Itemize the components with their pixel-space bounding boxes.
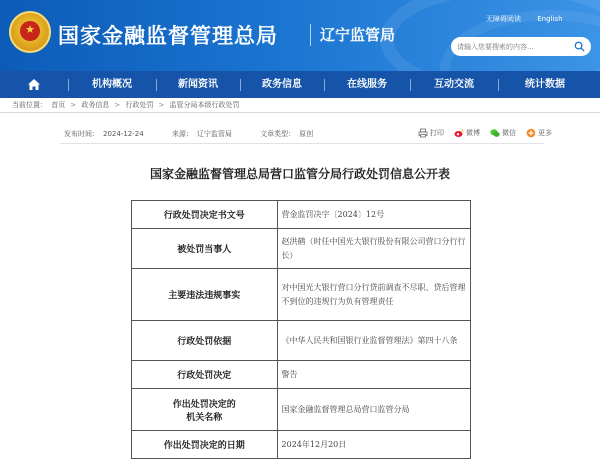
table-row [132,201,471,229]
nav-item-online-service[interactable]: 在线服务 [347,79,387,90]
search-box [451,37,591,56]
source-value: 辽宁监管局 [196,130,232,138]
table-key: 行政处罚决定 [132,361,278,389]
table-row [132,269,471,321]
table-value: 警告 [277,361,470,389]
utility-links [486,14,577,24]
share-bar [418,128,562,138]
table-value: 营金监罚决字〔2024〕12号 [277,201,470,229]
sub-title: 辽宁监管局 [320,26,396,44]
table-key: 行政处罚决定书文号 [132,201,278,229]
breadcrumb-prefix: 当前位置： [12,101,47,109]
source-label: 来源： [171,130,193,138]
weibo-icon [454,128,464,138]
table-key-line: 机关名称 [186,412,223,423]
more-share-button[interactable] [526,128,552,138]
table-row [132,321,471,361]
english-link[interactable]: English [537,15,563,23]
wechat-share-button[interactable] [490,128,516,138]
breadcrumb-penalty[interactable]: 行政处罚 [125,101,154,109]
nav-item-about[interactable]: 机构概况 [92,79,132,90]
weibo-share-button[interactable] [454,128,480,138]
table-key: 被处罚当事人 [132,229,278,269]
nav-item-government[interactable]: 政务信息 [262,79,302,90]
site-header [0,0,600,71]
plus-circle-icon [526,128,536,138]
accessibility-link[interactable]: 无障碍阅读 [486,15,521,23]
home-icon [27,78,41,91]
nav-item-interaction[interactable]: 互动交流 [434,79,474,90]
printer-icon [418,128,428,138]
table-value: 《中华人民共和国银行业监督管理法》第四十八条 [277,321,470,361]
print-button[interactable] [418,128,444,138]
search-input[interactable] [457,40,569,53]
table-value: 赵洪鹤（时任中国光大银行股份有限公司营口分行行长） [277,229,470,269]
breadcrumb: 当前位置： 首页 > 政务信息 > 行政处罚 > 监管分局本级行政处罚 [12,101,240,109]
nav-home[interactable] [0,71,68,98]
table-key-line: 作出处罚决定的 [172,399,236,410]
breadcrumb-divider [0,112,600,113]
date-label: 发布时间： [64,130,99,138]
table-value: 对中国光大银行营口分行贷前调查不尽职、贷后管理不到位的违规行为负有管理责任 [277,269,470,321]
table-key: 作出处罚决定的日期 [132,431,278,459]
wechat-icon [490,128,500,138]
search-icon[interactable] [574,41,585,52]
table-key: 主要违法违规事实 [132,269,278,321]
national-emblem-icon[interactable]: ★ [9,11,51,53]
table-row [132,229,471,269]
main-nav [0,71,600,98]
breadcrumb-government[interactable]: 政务信息 [81,101,110,109]
print-label: 打印 [430,129,444,137]
breadcrumb-current[interactable]: 监管分局本级行政处罚 [169,101,240,109]
site-title[interactable]: 国家金融监督管理总局 [58,24,278,48]
nav-item-news[interactable]: 新闻资讯 [178,79,218,90]
type-value: 原创 [299,130,314,138]
title-divider [310,24,311,46]
weibo-label: 微博 [466,129,480,137]
wechat-label: 微信 [502,129,516,137]
table-row [132,431,471,459]
table-row [132,361,471,389]
breadcrumb-home[interactable]: 首页 [51,101,66,109]
table-key [132,389,278,431]
table-key: 行政处罚依据 [132,321,278,361]
table-value: 2024年12月20日 [277,431,470,459]
table-value: 国家金融监督管理总局营口监管分局 [277,389,470,431]
penalty-info-table [131,200,471,459]
nav-item-statistics[interactable]: 统计数据 [525,79,565,90]
more-label: 更多 [538,129,552,137]
article-meta [64,129,317,139]
article-title: 国家金融监督管理总局营口监管分局行政处罚信息公开表 [149,167,450,181]
meta-divider [60,143,544,144]
publish-date: 2024-12-24 [103,130,144,138]
type-label: 文章类型： [260,130,296,138]
table-row [132,389,471,431]
